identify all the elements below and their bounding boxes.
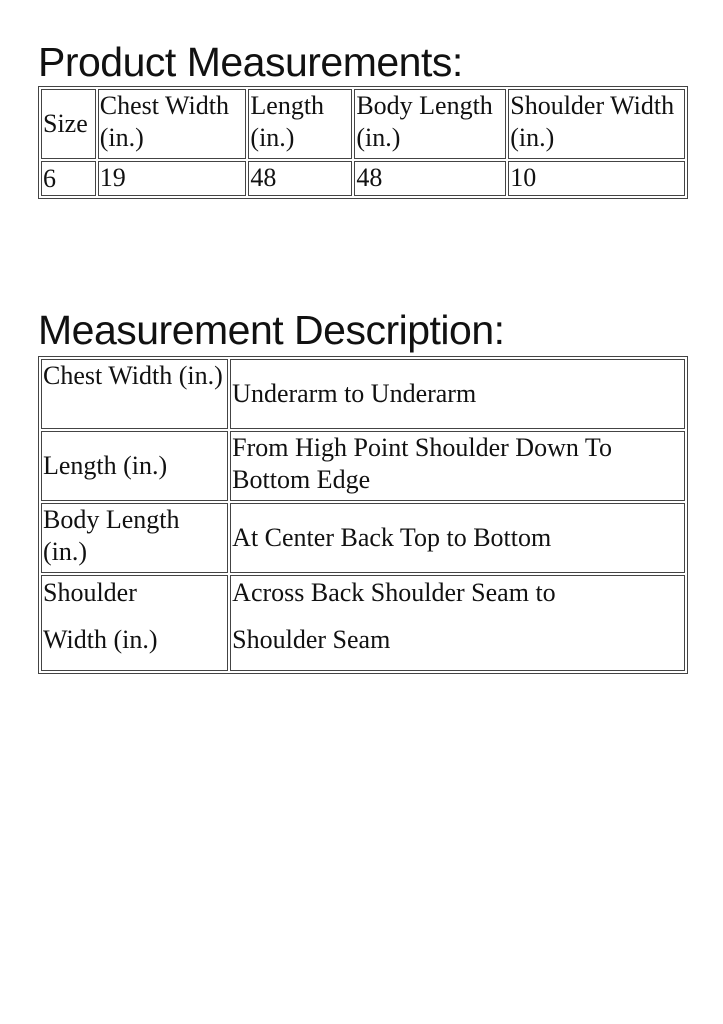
description-text: At Center Back Top to Bottom: [230, 503, 685, 573]
header-length: Length (in.): [248, 89, 352, 159]
table-row: [41, 161, 685, 196]
description-label: Body Length (in.): [41, 503, 228, 573]
measurement-description-table: [38, 356, 688, 674]
header-shoulder-width: Shoulder Width (in.): [508, 89, 685, 159]
description-label-line: Shoulder: [43, 578, 137, 607]
description-label: Chest Width (in.): [41, 359, 228, 429]
description-text: From High Point Shoulder Down To Bottom Edge: [230, 431, 685, 501]
cell-size: 6: [41, 161, 96, 196]
table-header-row: [41, 89, 685, 159]
table-row: [41, 503, 685, 573]
cell-length: 48: [248, 161, 352, 196]
table-row: [41, 359, 685, 429]
description-text: [230, 575, 685, 671]
description-text: Underarm to Underarm: [230, 359, 685, 429]
description-label: [41, 575, 228, 671]
description-text-line: Shoulder Seam: [232, 625, 391, 654]
cell-shoulder-width: 10: [508, 161, 685, 196]
cell-body-length: 48: [354, 161, 506, 196]
measurement-description-heading: Measurement Description:: [38, 307, 505, 353]
product-measurements-heading: Product Measurements:: [38, 39, 463, 85]
header-size: Size: [41, 89, 96, 159]
description-text-line: Across Back Shoulder Seam to: [232, 578, 556, 607]
header-body-length: Body Length (in.): [354, 89, 506, 159]
cell-chest-width: 19: [98, 161, 247, 196]
description-label: Length (in.): [41, 431, 228, 501]
product-measurements-table: [38, 86, 688, 199]
table-row: [41, 575, 685, 671]
header-chest-width: Chest Width (in.): [98, 89, 247, 159]
table-row: [41, 431, 685, 501]
description-label-line: Width (in.): [43, 625, 158, 654]
